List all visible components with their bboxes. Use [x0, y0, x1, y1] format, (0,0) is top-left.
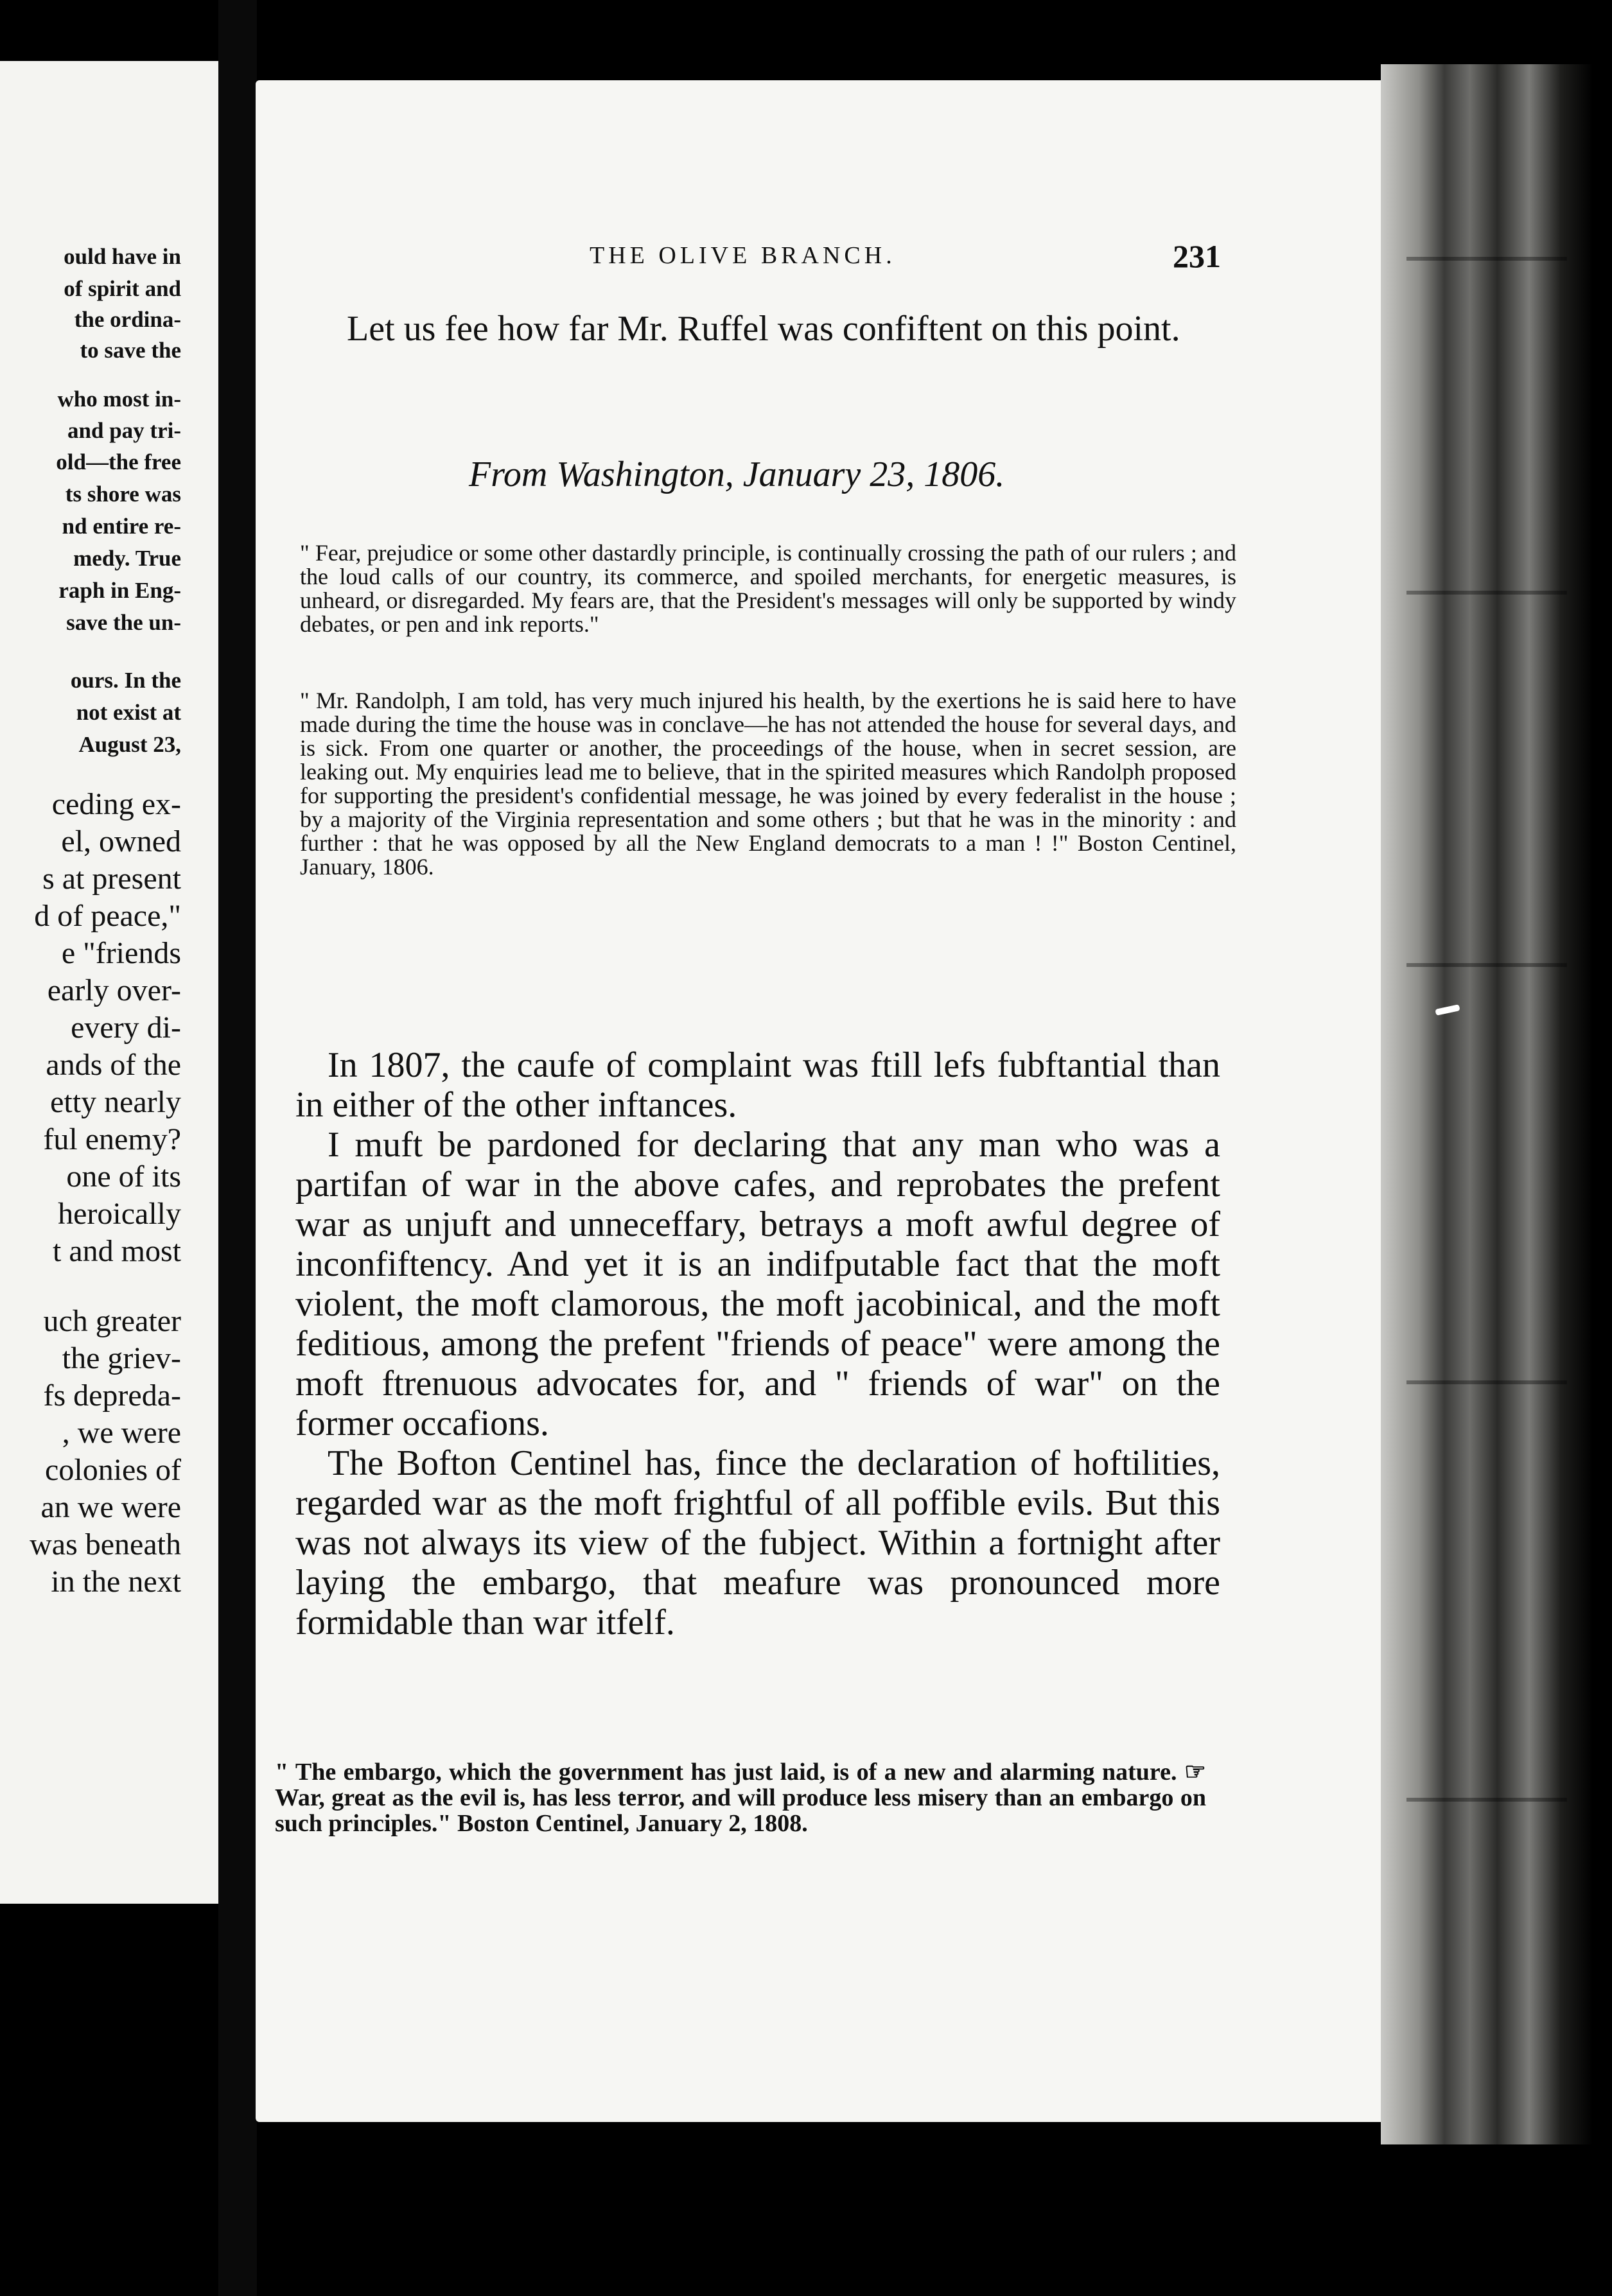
facing-page-line: early over-	[47, 973, 181, 1007]
facing-page-line: ould have in	[64, 244, 181, 269]
book-gutter	[218, 0, 257, 2296]
paragraph-boston: The Bofton Centinel has, fince the declaration of hoftilities, regarded war as the moft frightful of all poffible evils. But this was not always its view of the fubject. Within a fortnight after laying the embargo, that meafure was pronounced more formidable than war itfelf.	[295, 1443, 1220, 1642]
page-edges	[1381, 64, 1593, 2144]
facing-page-line: ts shore was	[65, 482, 181, 507]
dateline: From Washington, January 23, 1806.	[469, 455, 1005, 494]
body-text	[295, 1045, 1220, 1642]
facing-page-line: raph in Eng-	[58, 578, 181, 603]
paragraph-pardoned: I muft be pardoned for declaring that any man who was a partifan of war in the above cafes, and reprobates the prefent war as unjuft and unneceffary, betrays a moft awful degree of inconfiftency. And yet it is an indifputable fact that the moft violent, the moft clamorous, the moft jacobinical, and the moft feditious, among the prefent "friends of peace" were among the moft ftrenuous advocates for, and " friends of war" on the former occafions.	[295, 1125, 1220, 1443]
facing-page-line: medy. True	[73, 546, 181, 571]
facing-page-line: ful enemy?	[43, 1122, 181, 1156]
facing-page-line: and pay tri-	[67, 418, 181, 443]
intro-paragraph: Let us fee how far Mr. Ruffel was confiftent on this point.	[347, 309, 1180, 349]
facing-page-line: d of peace,"	[34, 899, 181, 933]
quote-fear: " Fear, prejudice or some other dastardly principle, is continually crossing the path of our rulers ; and the loud calls of our country, its commerce, and spoiled merchants, for energetic measures, is unheard, or disregarded. My fears are, that the President's messages will only be supported by windy debates, or pen and ink reports."	[300, 540, 1236, 637]
facing-page-line: in the next	[51, 1565, 181, 1599]
facing-page-line: heroically	[58, 1197, 181, 1231]
facing-page-line: el, owned	[61, 824, 181, 858]
facing-page-line: ours. In the	[70, 668, 181, 693]
facing-page-line: not exist at	[76, 700, 181, 725]
facing-page-line: old—the free	[56, 449, 181, 474]
facing-page-line: s at present	[42, 862, 181, 896]
facing-page-line: , we were	[62, 1416, 181, 1450]
facing-page-line: fs depreda-	[43, 1378, 181, 1413]
facing-page-line: uch greater	[43, 1304, 181, 1338]
quote-randolph: " Mr. Randolph, I am told, has very much injured his health, by the exertions he is said here to have made during the time the house was in conclave—he has not attended the house for several days, and is sick. From one quarter or another, the proceedings of the house, when in secret session, are leaking out. My enquiries lead me to believe, that in the spirited measures which Randolph proposed for supporting the president's confidential message, he was joined by every federalist in the house ; by a majority of the Virginia representation and some others ; but that he was in the minority : and further : that he was opposed by all the New England democrats to a man ! !" Boston Centinel, January, 1806.	[300, 688, 1236, 880]
facing-page-line: nd entire re-	[62, 514, 181, 539]
facing-page-line: one of its	[66, 1160, 181, 1194]
facing-page-line: ceding ex-	[51, 787, 181, 821]
facing-page-line: e "friends	[61, 936, 181, 970]
facing-page-line: the ordina-	[74, 307, 181, 332]
facing-page	[0, 61, 218, 1904]
facing-page-line: colonies of	[45, 1453, 181, 1487]
facing-page-line: the griev-	[62, 1341, 181, 1375]
running-head: THE OLIVE BRANCH.	[590, 242, 896, 269]
quote-embargo: " The embargo, which the government has just laid, is of a new and alarming nature. ☞ War, great as the evil is, has less terror, and will produce less misery than an embargo on such principles." Boston Centinel, January 2, 1808.	[275, 1759, 1206, 1837]
facing-page-line: every di-	[71, 1011, 181, 1045]
facing-page-line: was beneath	[30, 1527, 181, 1561]
facing-page-line: t and most	[53, 1234, 181, 1268]
facing-page-line: who most in-	[57, 387, 181, 412]
facing-page-line: an we were	[40, 1490, 181, 1524]
facing-page-line: etty nearly	[50, 1085, 181, 1119]
facing-page-line: save the un-	[66, 610, 181, 635]
facing-page-line: to save the	[80, 338, 181, 363]
paragraph-1807: In 1807, the caufe of complaint was ftill lefs fubftantial than in either of the other inftances.	[295, 1045, 1220, 1125]
page-number: 231	[1173, 238, 1221, 274]
facing-page-line: of spirit and	[64, 276, 181, 301]
facing-page-line: August 23,	[78, 732, 181, 757]
facing-page-line: ands of the	[46, 1048, 181, 1082]
